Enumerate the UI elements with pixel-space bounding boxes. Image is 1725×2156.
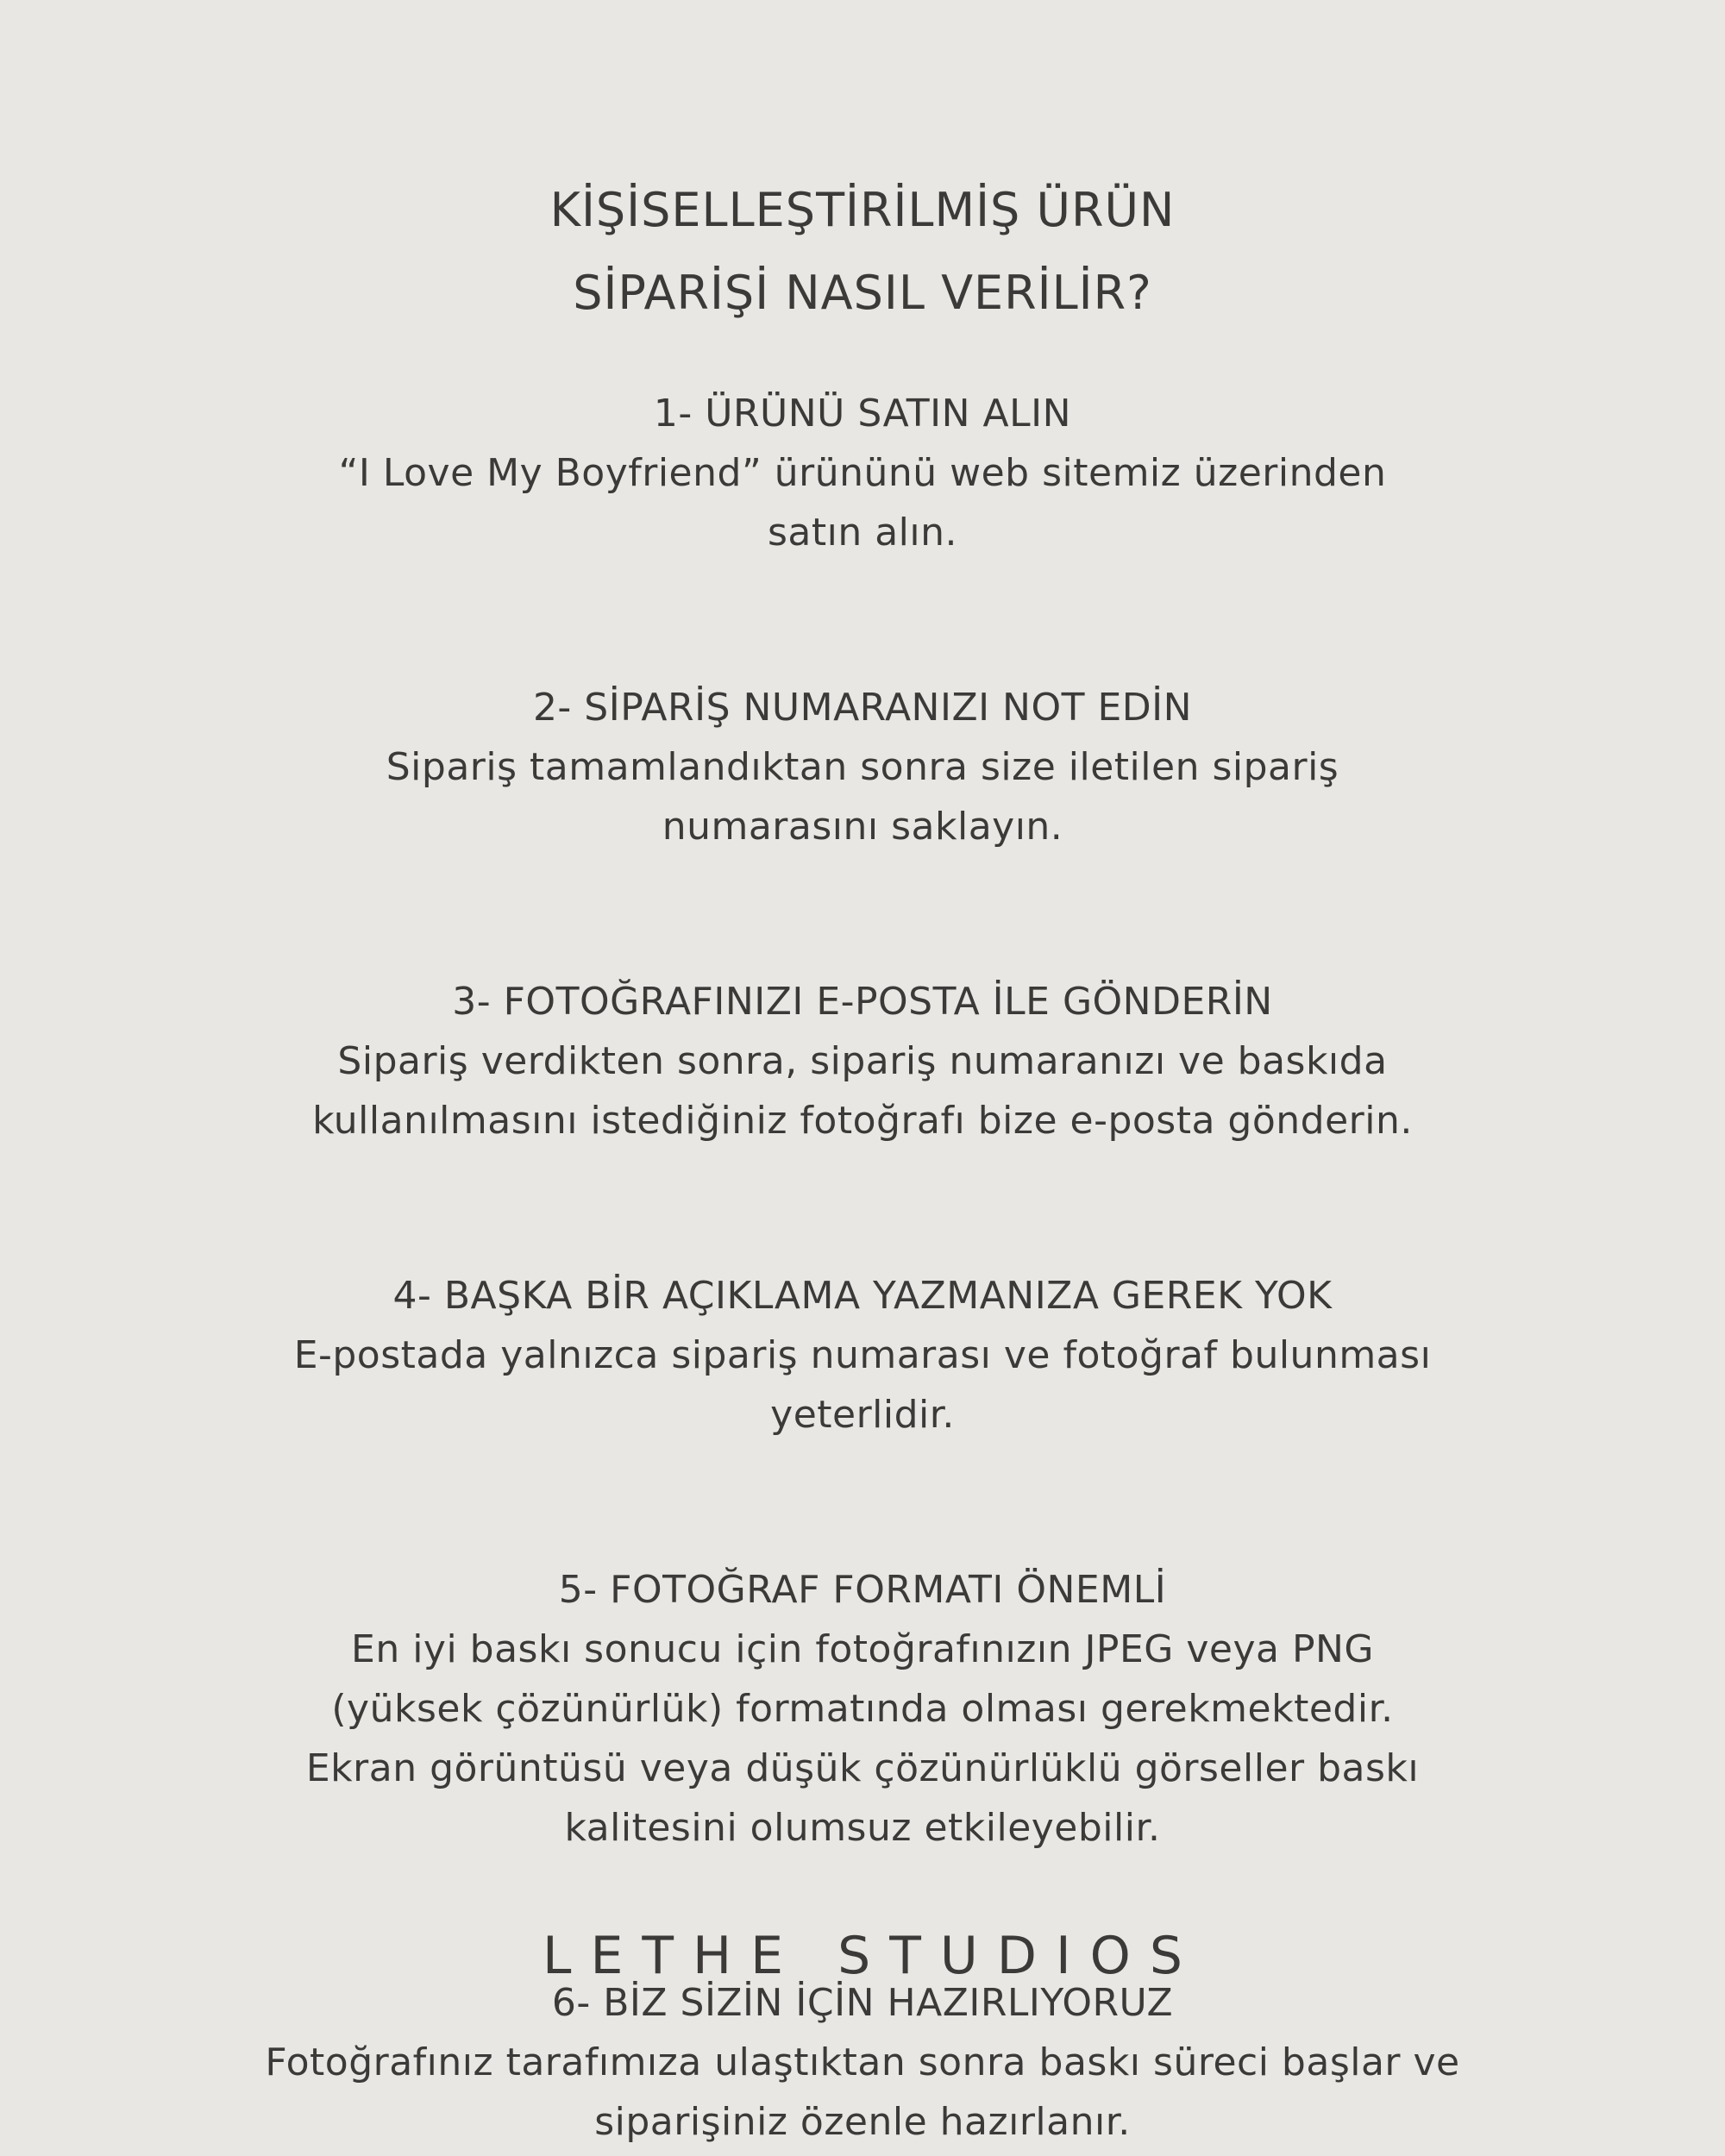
step-4 <box>0 1267 1725 1445</box>
step-text-line: “I Love My Boyfriend” ürününü web sitemiz üzerinden <box>338 451 1387 495</box>
step-text-line: En iyi baskı sonucu için fotoğrafınızın JPEG veya PNG <box>351 1627 1374 1671</box>
title-line: SİPARİŞİ NASIL VERİLİR? <box>573 266 1152 320</box>
step-2 <box>0 679 1725 856</box>
step-heading: 6- BİZ SİZİN İÇİN HAZIRLIYORUZ <box>551 1981 1174 2025</box>
brand-wordmark: LETHE STUDIOS <box>543 1926 1201 1986</box>
step-heading: 2- SİPARİŞ NUMARANIZI NOT EDİN <box>532 686 1193 730</box>
step-3 <box>0 973 1725 1150</box>
step-text-line: yeterlidir. <box>770 1393 955 1437</box>
steps-list <box>0 385 1725 2152</box>
step-text-line: (yüksek çözünürlük) formatında olması gerekmektedir. <box>331 1687 1394 1731</box>
step-text-line: numarasını saklayın. <box>662 805 1063 849</box>
step-heading: 1- ÜRÜNÜ SATIN ALIN <box>653 392 1072 436</box>
step-1 <box>0 385 1725 562</box>
step-text-line: Sipariş verdikten sonra, sipariş numaranızı ve baskıda <box>337 1039 1388 1083</box>
step-text-line: Sipariş tamamlandıktan sonra size iletilen sipariş <box>386 745 1339 789</box>
step-heading: 3- FOTOĞRAFINIZI E-POSTA İLE GÖNDERİN <box>452 980 1273 1024</box>
step-5 <box>0 1561 1725 1858</box>
step-text-line: Fotoğrafınız tarafımıza ulaştıktan sonra baskı süreci başlar ve <box>265 2040 1460 2084</box>
page-title <box>0 169 1725 335</box>
step-text-line: kalitesini olumsuz etkileyebilir. <box>564 1806 1161 1850</box>
step-text-line: satın alın. <box>767 511 958 555</box>
step-text-line: Ekran görüntüsü veya düşük çözünürlüklü görseller baskı <box>305 1746 1420 1790</box>
step-heading: 4- BAŞKA BİR AÇIKLAMA YAZMANIZA GEREK YOK <box>392 1274 1333 1318</box>
title-line: KİŞİSELLEŞTİRİLMİŞ ÜRÜN <box>549 183 1176 237</box>
step-text-line: kullanılmasını istediğiniz fotoğrafı bize e-posta gönderin. <box>312 1099 1413 1143</box>
step-text-line: E-postada yalnızca sipariş numarası ve fotoğraf bulunması <box>293 1333 1432 1377</box>
step-6 <box>0 1974 1725 2152</box>
step-text-line: siparişiniz özenle hazırlanır. <box>594 2100 1131 2144</box>
step-heading: 5- FOTOĞRAF FORMATI ÖNEMLİ <box>558 1568 1167 1612</box>
